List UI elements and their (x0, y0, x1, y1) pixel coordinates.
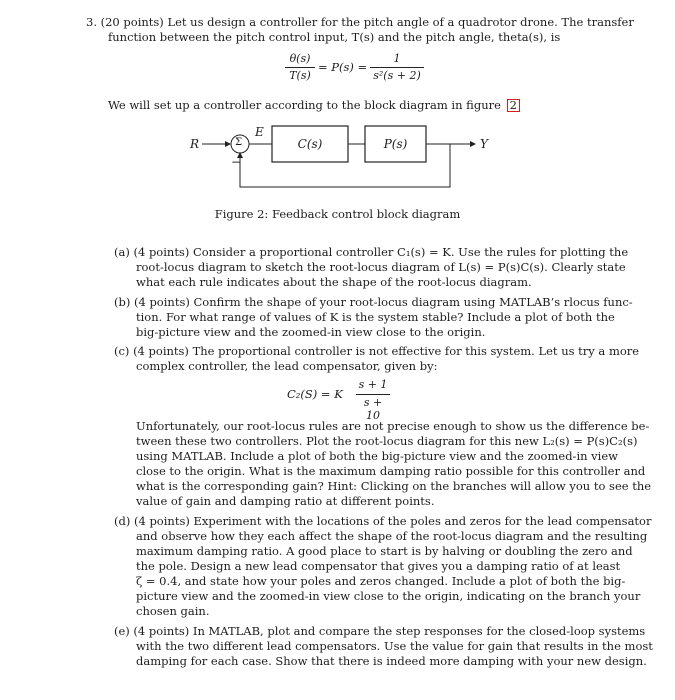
part-c-line-2: complex controller, the lead compensator, given by: (136, 359, 438, 373)
lead-compensator-lhs: C₂(S) = K (287, 387, 343, 401)
part-d-line-6: picture view and the zoomed-in view close to the origin, indicating on the branch your (136, 589, 641, 603)
eq-equals-P: = P(s) = (318, 60, 368, 74)
lead-compensator-numerator: s + 1 (358, 378, 388, 391)
problem-header-line-1: 3. (20 points) Let us design a controller for the pitch angle of a quadrotor drone. The transfer (86, 15, 634, 29)
part-b-line-1: (b) (4 points) Confirm the shape of your root-locus diagram using MATLAB’s rlocus func- (114, 295, 633, 309)
intro-text: We will set up a controller according to the block diagram in figure (108, 98, 501, 112)
part-a-line-3: what each rule indicates about the shape of the root-locus diagram. (136, 275, 532, 289)
part-d-line-1: (d) (4 points) Experiment with the locations of the poles and zeros for the lead compensator (114, 514, 652, 528)
part-a-line-2: root-locus diagram to sketch the root-locus diagram of L(s) = P(s)C(s). Clearly state (136, 260, 626, 274)
part-d-line-2: and observe how they each affect the shape of the root-locus diagram and the resulting (136, 529, 648, 543)
part-c-more-line-1: Unfortunately, our root-locus rules are not precise enough to show us the difference be- (136, 419, 650, 433)
part-e-line-1: (e) (4 points) In MATLAB, plot and compare the step responses for the closed-loop systems (114, 624, 646, 638)
part-e-line-3: damping for each case. Show that there is indeed more damping with your new design. (136, 654, 647, 668)
lead-compensator-denominator: s + 10 (363, 396, 383, 422)
lead-compensator-bar (356, 394, 390, 395)
feedback-block-diagram (180, 118, 500, 198)
part-d-line-5: ζ = 0.4, and state how your poles and zeros changed. Include a plot of both the big- (136, 574, 626, 588)
eq-fraction-bar-1 (285, 67, 315, 68)
problem-header-line-2: function between the pitch control input, T(s) and the pitch angle, theta(s), is (108, 30, 561, 44)
figure-reference-link[interactable]: 2 (507, 99, 520, 112)
part-b-line-2: tion. For what range of values of K is the system stable? Include a plot of both the (136, 310, 615, 324)
figure-caption: Figure 2: Feedback control block diagram (214, 207, 461, 221)
diagram-label-Y: Y (480, 137, 488, 151)
plant-block-label: P(s) (383, 137, 408, 151)
part-d-line-4: the pole. Design a new lead compensator that gives you a damping ratio of at least (136, 559, 621, 573)
part-d-line-3: maximum damping ratio. A good place to start is by halving or doubling the zero and (136, 544, 633, 558)
eq-rhs-numerator: 1 (393, 52, 401, 65)
part-d-line-7: chosen gain. (136, 604, 210, 618)
part-c-more-line-3: using MATLAB. Include a plot of both the big-picture view and the zoomed-in view (136, 449, 619, 463)
eq-numerator-theta: θ(s) (289, 52, 311, 65)
eq-denominator-T: T(s) (289, 69, 311, 82)
eq-fraction-bar-2 (370, 67, 424, 68)
diagram-sum-symbol: Σ (235, 137, 243, 148)
diagram-label-E: E (255, 125, 264, 139)
part-c-more-line-6: value of gain and damping ratio at different points. (136, 494, 435, 508)
part-a-line-1: (a) (4 points) Consider a proportional controller C₁(s) = K. Use the rules for plotting the (114, 245, 629, 259)
part-c-more-line-5: what is the corresponding gain? Hint: Clicking on the branches will allow you to see the (136, 479, 652, 493)
eq-rhs-denominator: s²(s + 2) (373, 69, 421, 82)
intro-sentence (108, 98, 520, 113)
part-c-more-line-4: close to the origin. What is the maximum damping ratio possible for this controller and (136, 464, 646, 478)
part-e-line-2: with the two different lead compensators. Use the value for gain that results in the most (136, 639, 653, 653)
diagram-label-R: R (190, 137, 200, 151)
part-c-line-1: (c) (4 points) The proportional controller is not effective for this system. Let us try a more (114, 344, 640, 358)
part-b-line-3: big-picture view and the zoomed-in view close to the origin. (136, 325, 486, 339)
controller-block-label: C(s) (297, 137, 323, 151)
diagram-minus-sign: − (231, 155, 242, 169)
part-c-more-line-2: tween these two controllers. Plot the root-locus diagram for this new L₂(s) = P(s)C₂(s) (136, 434, 638, 448)
